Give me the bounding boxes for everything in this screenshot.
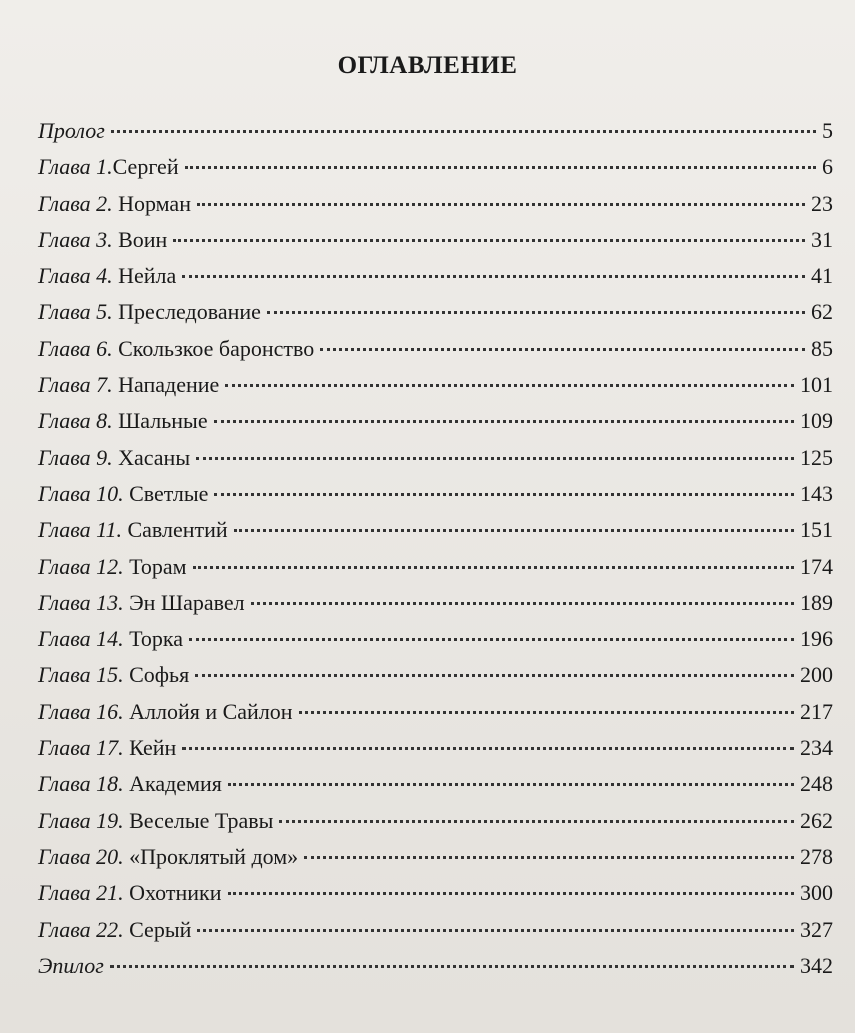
entry-name: Софья: [123, 662, 190, 688]
entry-name: Сергей: [112, 154, 179, 180]
entry-name: Аллойя и Сайлон: [123, 698, 293, 724]
entry-label: Глава 1.: [38, 154, 113, 180]
entry-name: Скользкое баронство: [112, 335, 315, 361]
toc-entry: [38, 372, 833, 408]
entry-name: Торам: [123, 553, 187, 579]
toc-entry: [38, 626, 833, 662]
dot-leader: [185, 166, 816, 169]
toc-entry: [38, 227, 833, 263]
dot-leader: [189, 638, 794, 641]
entry-label: Глава 19.: [38, 807, 124, 833]
toc-entry: [38, 517, 833, 553]
toc-entry: [38, 917, 833, 953]
entry-title: [38, 336, 314, 362]
entry-page-number: 300: [800, 880, 833, 906]
entry-page-number: 151: [800, 517, 833, 543]
toc-entry: [38, 844, 833, 880]
entry-name: «Проклятый дом»: [123, 843, 299, 869]
toc-entry: [38, 699, 833, 735]
entry-label: Глава 11.: [38, 517, 122, 543]
entry-label: Глава 18.: [38, 771, 124, 797]
entry-title: [38, 481, 208, 507]
dot-leader: [195, 674, 794, 677]
entry-label: Глава 14.: [38, 626, 124, 652]
entry-name: Кейн: [123, 735, 177, 761]
entry-label: Глава 3.: [38, 226, 113, 252]
entry-name: Преследование: [112, 299, 261, 325]
entry-name: Хасаны: [112, 444, 191, 470]
dot-leader: [110, 965, 794, 968]
entry-name: Торка: [123, 626, 184, 652]
entry-title: [38, 191, 191, 217]
dot-leader: [228, 783, 794, 786]
toc-entry: [38, 154, 833, 190]
toc-entry: [38, 771, 833, 807]
toc-entry: [38, 880, 833, 916]
entry-label: Глава 15.: [38, 662, 124, 688]
entry-title: [38, 808, 273, 834]
dot-leader: [196, 457, 794, 460]
entry-title: [38, 771, 222, 797]
table-of-contents: [38, 118, 833, 989]
entry-title: [38, 554, 187, 580]
toc-entry: [38, 445, 833, 481]
entry-page-number: 143: [800, 480, 833, 506]
dot-leader: [182, 275, 805, 278]
entry-page-number: 41: [811, 263, 833, 289]
dot-leader: [279, 820, 794, 823]
entry-page-number: 262: [800, 807, 833, 833]
dot-leader: [182, 747, 794, 750]
entry-page-number: 196: [800, 626, 833, 652]
entry-title: [38, 408, 208, 434]
entry-name: Норман: [112, 190, 191, 216]
entry-title: [38, 445, 190, 471]
entry-title: [38, 953, 104, 979]
toc-entry: [38, 808, 833, 844]
entry-page-number: 31: [811, 226, 833, 252]
entry-title: [38, 626, 183, 652]
entry-title: [38, 299, 261, 325]
dot-leader: [173, 239, 805, 242]
entry-page-number: 234: [800, 735, 833, 761]
entry-label: Глава 20.: [38, 843, 124, 869]
entry-title: [38, 517, 228, 543]
entry-page-number: 189: [800, 589, 833, 615]
dot-leader: [320, 348, 805, 351]
dot-leader: [214, 493, 794, 496]
entry-title: [38, 699, 293, 725]
dot-leader: [299, 711, 794, 714]
entry-title: [38, 662, 189, 688]
entry-title: [38, 917, 191, 943]
entry-title: [38, 372, 219, 398]
entry-title: [38, 844, 298, 870]
entry-label: Глава 13.: [38, 589, 124, 615]
toc-entry: [38, 336, 833, 372]
entry-title: [38, 590, 245, 616]
toc-entry: [38, 118, 833, 154]
entry-title: [38, 227, 167, 253]
toc-entry: [38, 191, 833, 227]
entry-name: Эн Шаравел: [123, 589, 245, 615]
entry-label: Глава 5.: [38, 299, 113, 325]
toc-heading: ОГЛАВЛЕНИЕ: [337, 52, 518, 79]
entry-name: Академия: [123, 771, 222, 797]
entry-name: Нейла: [112, 263, 177, 289]
entry-label: Глава 21.: [38, 880, 124, 906]
entry-label: Глава 22.: [38, 916, 124, 942]
toc-entry: [38, 662, 833, 698]
entry-label: Глава 12.: [38, 553, 124, 579]
toc-entry: [38, 554, 833, 590]
entry-page-number: 248: [800, 771, 833, 797]
dot-leader: [214, 420, 794, 423]
dot-leader: [267, 311, 805, 314]
entry-label: Глава 17.: [38, 735, 124, 761]
dot-leader: [251, 602, 794, 605]
entry-page-number: 23: [811, 190, 833, 216]
toc-entry: [38, 590, 833, 626]
entry-page-number: 342: [800, 952, 833, 978]
toc-entry: [38, 735, 833, 771]
entry-page-number: 109: [800, 408, 833, 434]
entry-page-number: 200: [800, 662, 833, 688]
entry-name: Светлые: [123, 480, 209, 506]
entry-label: Глава 6.: [38, 335, 113, 361]
entry-page-number: 5: [822, 118, 833, 143]
entry-page-number: 174: [800, 553, 833, 579]
entry-label: Глава 2.: [38, 190, 113, 216]
entry-page-number: 278: [800, 843, 833, 869]
entry-name: Воин: [112, 226, 168, 252]
entry-title: [38, 118, 105, 144]
dot-leader: [111, 130, 816, 133]
entry-page-number: 327: [800, 916, 833, 942]
toc-entry: [38, 299, 833, 335]
entry-page-number: 85: [811, 335, 833, 361]
dot-leader: [228, 892, 795, 895]
entry-label: Глава 8.: [38, 408, 113, 434]
dot-leader: [304, 856, 794, 859]
dot-leader: [193, 566, 794, 569]
entry-label: Глава 9.: [38, 444, 113, 470]
entry-label: Глава 4.: [38, 263, 113, 289]
entry-label: Глава 10.: [38, 480, 124, 506]
dot-leader: [225, 384, 794, 387]
entry-name: Охотники: [123, 880, 222, 906]
entry-page-number: 101: [800, 372, 833, 398]
toc-entry: [38, 263, 833, 299]
entry-page-number: 62: [811, 299, 833, 325]
dot-leader: [197, 929, 794, 932]
dot-leader: [197, 203, 805, 206]
entry-title: [38, 735, 176, 761]
entry-name: Веселые Травы: [123, 807, 274, 833]
entry-label: Пролог: [38, 118, 105, 143]
dot-leader: [234, 529, 794, 532]
toc-entry: [38, 408, 833, 444]
entry-name: Савлентий: [121, 517, 228, 543]
entry-title: [38, 263, 176, 289]
entry-page-number: 6: [822, 154, 833, 180]
toc-entry: [38, 481, 833, 517]
entry-title: [38, 154, 179, 180]
entry-label: Глава 16.: [38, 698, 124, 724]
toc-entry: [38, 953, 833, 989]
entry-page-number: 217: [800, 698, 833, 724]
entry-name: Шальные: [112, 408, 208, 434]
entry-name: Нападение: [112, 372, 220, 398]
entry-label: Глава 7.: [38, 372, 113, 398]
entry-label: Эпилог: [38, 952, 104, 978]
entry-name: Серый: [123, 916, 192, 942]
entry-title: [38, 880, 222, 906]
entry-page-number: 125: [800, 444, 833, 470]
